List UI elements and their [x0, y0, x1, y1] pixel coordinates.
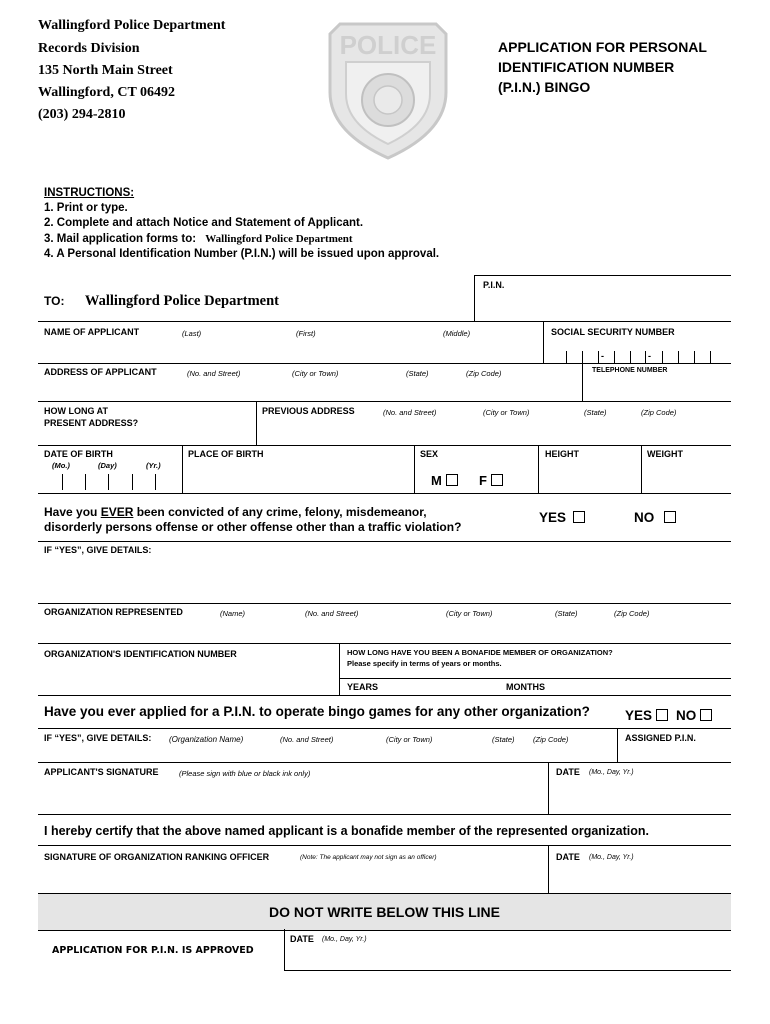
how-long-label-2: PRESENT ADDRESS? — [44, 418, 139, 428]
months-label: MONTHS — [506, 682, 545, 692]
convicted-no-label: NO — [634, 510, 655, 525]
instruction-4: 4. A Personal Identification Number (P.I.N.) will be issued upon approval. — [44, 248, 440, 260]
ssn-dash-2: - — [648, 351, 651, 361]
address-state-hint: (State) — [406, 369, 429, 378]
instructions-heading: INSTRUCTIONS: — [44, 187, 135, 199]
first-hint: (First) — [296, 329, 316, 338]
address-city-hint: (City or Town) — [292, 369, 339, 378]
telephone-label: TELEPHONE NUMBER — [592, 367, 668, 374]
prior-city-hint: (City or Town) — [386, 735, 433, 744]
instruction-3-address: Wallingford Police Department — [205, 233, 353, 245]
title-line-2: IDENTIFICATION NUMBER — [498, 59, 675, 75]
org-represented-label: ORGANIZATION REPRESENTED — [44, 607, 183, 617]
prior-zip-hint: (Zip Code) — [533, 735, 569, 744]
title-line-1: APPLICATION FOR PERSONAL — [498, 39, 707, 55]
city-state-zip: Wallingford, CT 06492 — [38, 85, 176, 100]
sex-male-checkbox[interactable] — [446, 474, 458, 486]
applied-yes-checkbox[interactable] — [656, 709, 668, 721]
convicted-yes-label: YES — [539, 510, 567, 525]
prior-state-hint: (State) — [492, 735, 515, 744]
prior-street-hint: (No. and Street) — [280, 735, 334, 744]
convicted-pre: Have you — [44, 505, 101, 519]
to-value: Wallingford Police Department — [84, 293, 280, 309]
place-of-birth-label: PLACE OF BIRTH — [188, 449, 264, 459]
org-city-hint: (City or Town) — [446, 609, 493, 618]
dob-day-hint: (Day) — [98, 461, 117, 470]
sex-female-checkbox[interactable] — [491, 474, 503, 486]
ssn-label[interactable]: SOCIAL SECURITY NUMBER — [551, 327, 675, 337]
applied-no-option[interactable] — [676, 708, 712, 723]
title-line-3: (P.I.N.) BINGO — [498, 79, 591, 95]
convicted-question-line-1 — [44, 505, 427, 519]
sex-label: SEX — [420, 449, 439, 459]
last-hint: (Last) — [182, 329, 202, 338]
org-id-label: ORGANIZATION'S IDENTIFICATION NUMBER — [44, 649, 237, 659]
certification-statement: I hereby certify that the above named applicant is a bonafide member of the represented organization. — [44, 824, 649, 838]
assigned-pin-label: ASSIGNED P.I.N. — [625, 733, 696, 743]
bonafide-hint: Please specify in terms of years or months. — [347, 659, 502, 668]
applicant-date-format: (Mo., Day, Yr.) — [589, 769, 634, 776]
applicant-date-label[interactable]: DATE — [556, 767, 580, 777]
previous-address-label: PREVIOUS ADDRESS — [262, 406, 355, 416]
approval-date-label[interactable]: DATE — [290, 934, 314, 944]
officer-signature-label[interactable]: SIGNATURE OF ORGANIZATION RANKING OFFICER — [44, 852, 270, 862]
convicted-yes-option[interactable] — [539, 510, 585, 525]
officer-date-format: (Mo., Day, Yr.) — [589, 854, 634, 861]
signature-ink-note: (Please sign with blue or black ink only) — [179, 769, 311, 778]
convicted-no-checkbox[interactable] — [664, 511, 676, 523]
approved-label: APPLICATION FOR P.I.N. IS APPROVED — [52, 945, 254, 956]
convicted-post: been convicted of any crime, felony, misdemeanor, — [133, 505, 427, 519]
name-of-applicant-label: NAME OF APPLICANT — [44, 327, 140, 337]
org-state-hint: (State) — [555, 609, 578, 618]
do-not-write-banner — [38, 893, 731, 931]
ssn-dash-1: - — [601, 351, 604, 361]
to-line — [44, 292, 279, 310]
convicted-no-option[interactable] — [634, 510, 676, 525]
pin-label: P.I.N. — [483, 280, 505, 290]
prev-zip-hint: (Zip Code) — [641, 408, 677, 417]
dob-label: DATE OF BIRTH — [44, 449, 113, 459]
police-badge-icon — [322, 12, 454, 162]
dob-yr-hint: (Yr.) — [146, 461, 161, 470]
records-division: Records Division — [38, 41, 140, 56]
convicted-question-line-2: disorderly persons offense or other offense other than a traffic violation? — [44, 520, 462, 534]
address-label: ADDRESS OF APPLICANT — [44, 367, 157, 377]
badge-text: POLICE — [339, 30, 437, 60]
officer-note: (Note: The applicant may not sign as an officer) — [300, 854, 437, 861]
convicted-yes-checkbox[interactable] — [573, 511, 585, 523]
do-not-write-text: DO NOT WRITE BELOW THIS LINE — [269, 904, 500, 920]
sex-male-option[interactable] — [431, 473, 458, 488]
address-street-hint: (No. and Street) — [187, 369, 241, 378]
sex-male-label: M — [431, 473, 442, 488]
if-yes-details-label-2: IF “YES”, GIVE DETAILS: — [44, 733, 152, 743]
to-label: TO: — [44, 294, 65, 308]
instruction-2: 2. Complete and attach Notice and Statement of Applicant. — [44, 217, 364, 229]
applied-before-question: Have you ever applied for a P.I.N. to operate bingo games for any other organization? — [44, 704, 590, 719]
if-yes-details-label: IF “YES”, GIVE DETAILS: — [44, 545, 152, 555]
address-zip-hint: (Zip Code) — [466, 369, 502, 378]
how-long-label-1: HOW LONG AT — [44, 406, 108, 416]
height-label: HEIGHT — [545, 449, 580, 459]
officer-date-label[interactable]: DATE — [556, 852, 580, 862]
applied-yes-option[interactable] — [625, 708, 668, 723]
middle-hint: (Middle) — [443, 329, 471, 338]
prev-state-hint: (State) — [584, 408, 607, 417]
instruction-3-text: 3. Mail application forms to: — [44, 233, 197, 245]
instruction-3 — [44, 232, 353, 248]
prev-city-hint: (City or Town) — [483, 408, 530, 417]
approval-date-format: (Mo., Day, Yr.) — [322, 936, 367, 943]
org-zip-hint: (Zip Code) — [614, 609, 650, 618]
applied-no-checkbox[interactable] — [700, 709, 712, 721]
applied-yes-label: YES — [625, 708, 653, 723]
sex-female-label: F — [479, 473, 487, 488]
sex-female-option[interactable] — [479, 473, 503, 488]
dob-mo-hint: (Mo.) — [52, 461, 70, 470]
bonafide-question: HOW LONG HAVE YOU BEEN A BONAFIDE MEMBER OF ORGANIZATION? — [347, 648, 613, 657]
org-street-hint: (No. and Street) — [305, 609, 359, 618]
applied-no-label: NO — [676, 708, 697, 723]
instruction-1: 1. Print or type. — [44, 202, 128, 214]
org-name-hint: (Name) — [220, 609, 246, 618]
dept-name: Wallingford Police Department — [38, 18, 226, 33]
prev-street-hint: (No. and Street) — [383, 408, 437, 417]
applicant-signature-label[interactable]: APPLICANT'S SIGNATURE — [44, 767, 159, 777]
convicted-ever: EVER — [100, 505, 134, 519]
years-label: YEARS — [347, 682, 379, 692]
dept-phone: (203) 294-2810 — [38, 107, 126, 122]
prior-org-name-hint: (Organization Name) — [169, 735, 244, 744]
street-address: 135 North Main Street — [38, 63, 173, 78]
weight-label: WEIGHT — [647, 449, 683, 459]
